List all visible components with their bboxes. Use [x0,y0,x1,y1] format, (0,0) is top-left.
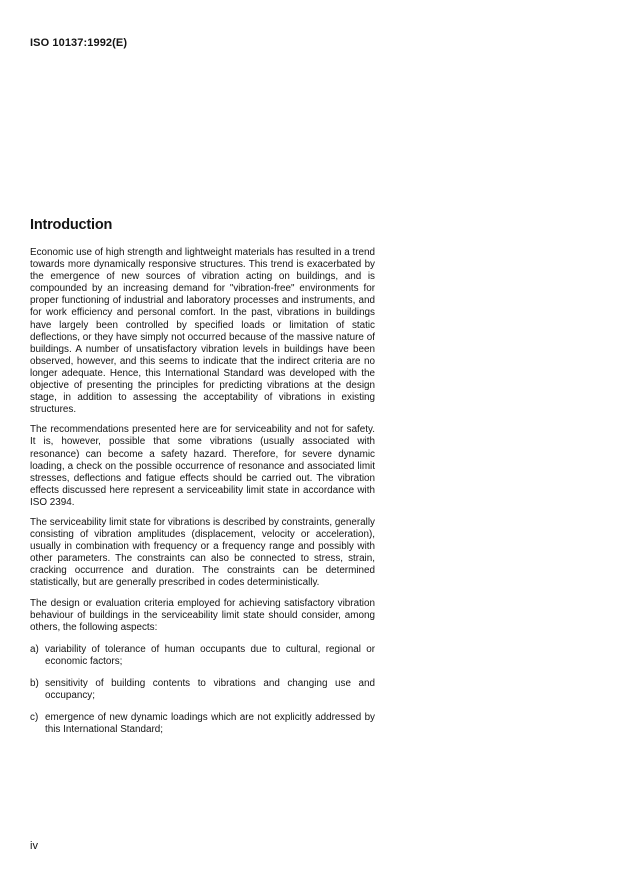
section-title: Introduction [30,217,113,233]
body-text [30,247,375,746]
list-text: variability of tolerance of human occupants due to cultural, regional or economic factors; [45,643,375,667]
list-text: sensitivity of building contents to vibrations and changing use and occupancy; [45,678,375,702]
list-marker: b) [30,678,39,689]
list-item-a [30,644,375,668]
page-number: iv [30,840,38,852]
list-item-c [30,712,375,736]
paragraph-4: The design or evaluation criteria employed for achieving satisfactory vibration behaviour of buildings in the serviceability limit state should consider, among others, the following aspects: [30,597,375,633]
list-marker: a) [30,643,39,655]
paragraph-2: The recommendations presented here are for serviceability and not for safety. It is, however, possible that some vibrations (usually associated with resonance) can become a safety hazard. Therefore, for severe dynamic loading, a check on the possible occurrence of resonance and associated limit stresses, deflections and fatigue effects should be carried out. The vibration effects discussed here represent a serviceability limit state in accordance with ISO 2394. [30,424,375,508]
list-text: emergence of new dynamic loadings which are not explicitly addressed by this International Standard; [45,712,375,736]
list-item-b [30,678,375,702]
paragraph-1: Economic use of high strength and lightweight materials has resulted in a trend towards more dynamically responsive structures. This trend is exacerbated by the emergence of new sources of vibration acting on buildings, and is compounded by an increasing demand for "vibration-free" environments for proper functioning of industrial and laboratory processes and instruments, and for work efficiency and personal comfort. In the past, vibrations in buildings have largely been controlled by specified loads or limitation of static deflections, or they have simply not occurred because of the massive nature of buildings. A number of unsatisfactory vibration levels in buildings have been observed, however, and this seems to indicate that the indirect criteria are no longer adequate. Hence, this International Standard was developed with the objective of presenting the principles for predicting vibrations at the design stage, in addition to assessing the acceptability of vibrations in existing structures. [30,247,375,416]
list-marker: c) [30,712,39,724]
document-header: ISO 10137:1992(E) [30,37,128,49]
paragraph-3: The serviceability limit state for vibrations is described by constraints, generally consisting of vibration amplitudes (displacement, velocity or acceleration), usually in combination with frequency or a frequency range and possibly with other parameters. The constraints can also be connected to stress, strain, cracking occurrence and duration. The constraints can be determined statistically, but are generally prescribed in codes deterministically. [30,516,375,589]
